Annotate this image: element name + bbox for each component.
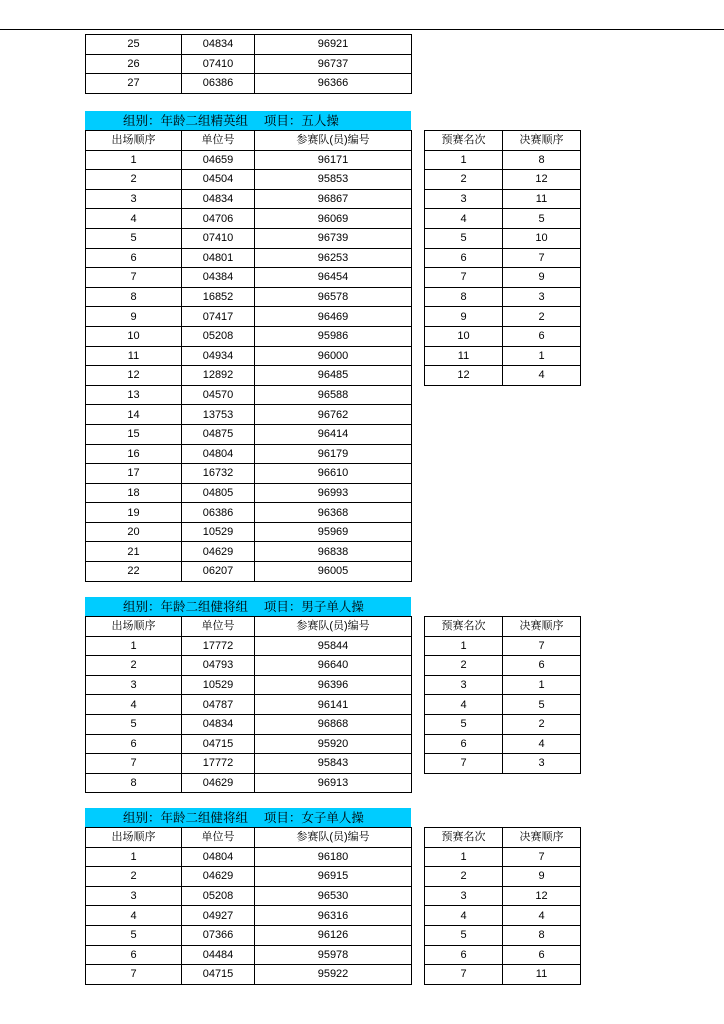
prelim-rank-cell: 2 bbox=[425, 867, 503, 887]
header-row bbox=[86, 131, 412, 151]
order-cell: 13 bbox=[86, 385, 182, 405]
prelim-rank-cell: 6 bbox=[425, 734, 503, 754]
unit-code-cell: 07410 bbox=[182, 54, 255, 74]
table-row bbox=[86, 209, 412, 229]
final-order-cell: 9 bbox=[503, 867, 581, 887]
table-row bbox=[425, 714, 581, 734]
table-row bbox=[86, 925, 412, 945]
section-banner: 组别：年龄二组健将组 项目：女子单人操 bbox=[85, 808, 411, 827]
column-header: 预赛名次 bbox=[425, 828, 503, 848]
team-id-cell: 96530 bbox=[255, 886, 412, 906]
final-order-cell: 12 bbox=[503, 170, 581, 190]
table-row bbox=[425, 906, 581, 926]
table-row bbox=[86, 424, 412, 444]
unit-code-cell: 04804 bbox=[182, 444, 255, 464]
table-row bbox=[86, 867, 412, 887]
unit-code-cell: 04927 bbox=[182, 906, 255, 926]
table-row bbox=[86, 886, 412, 906]
team-id-cell: 96640 bbox=[255, 656, 412, 676]
unit-code-cell: 04834 bbox=[182, 35, 255, 55]
unit-code-cell: 04484 bbox=[182, 945, 255, 965]
table-row bbox=[425, 847, 581, 867]
column-header: 预赛名次 bbox=[425, 131, 503, 151]
table-row bbox=[86, 54, 412, 74]
team-id-cell: 95853 bbox=[255, 170, 412, 190]
team-id-cell: 95843 bbox=[255, 754, 412, 774]
table-row bbox=[86, 906, 412, 926]
table-row bbox=[86, 483, 412, 503]
final-order-table bbox=[424, 130, 581, 386]
table-row bbox=[425, 656, 581, 676]
team-id-cell: 96253 bbox=[255, 248, 412, 268]
prelim-rank-cell: 4 bbox=[425, 906, 503, 926]
order-cell: 4 bbox=[86, 906, 182, 926]
prelim-rank-cell: 3 bbox=[425, 886, 503, 906]
order-cell: 20 bbox=[86, 522, 182, 542]
column-header: 决赛顺序 bbox=[503, 131, 581, 151]
table-row bbox=[86, 522, 412, 542]
prelim-rank-cell: 12 bbox=[425, 366, 503, 386]
prelim-rank-cell: 6 bbox=[425, 945, 503, 965]
order-cell: 26 bbox=[86, 54, 182, 74]
table-row bbox=[86, 656, 412, 676]
order-cell: 7 bbox=[86, 754, 182, 774]
order-cell: 10 bbox=[86, 326, 182, 346]
table-row bbox=[425, 209, 581, 229]
order-cell: 11 bbox=[86, 346, 182, 366]
unit-code-cell: 04805 bbox=[182, 483, 255, 503]
order-cell: 16 bbox=[86, 444, 182, 464]
column-header: 决赛顺序 bbox=[503, 828, 581, 848]
unit-code-cell: 06386 bbox=[182, 503, 255, 523]
unit-code-cell: 04834 bbox=[182, 714, 255, 734]
table-row bbox=[425, 307, 581, 327]
column-header: 单位号 bbox=[182, 617, 255, 637]
order-cell: 27 bbox=[86, 74, 182, 94]
final-order-cell: 6 bbox=[503, 326, 581, 346]
table-row bbox=[86, 189, 412, 209]
table-row bbox=[425, 886, 581, 906]
column-header: 决赛顺序 bbox=[503, 617, 581, 637]
final-order-cell: 8 bbox=[503, 150, 581, 170]
prelim-rank-cell: 10 bbox=[425, 326, 503, 346]
team-id-cell: 96469 bbox=[255, 307, 412, 327]
order-cell: 17 bbox=[86, 464, 182, 484]
table-row bbox=[86, 542, 412, 562]
final-order-cell: 5 bbox=[503, 695, 581, 715]
final-order-cell: 1 bbox=[503, 675, 581, 695]
unit-code-cell: 07410 bbox=[182, 228, 255, 248]
unit-code-cell: 04715 bbox=[182, 734, 255, 754]
team-id-cell: 96915 bbox=[255, 867, 412, 887]
order-cell: 4 bbox=[86, 695, 182, 715]
order-cell: 22 bbox=[86, 562, 182, 582]
order-cell: 3 bbox=[86, 886, 182, 906]
table-row bbox=[425, 287, 581, 307]
unit-code-cell: 12892 bbox=[182, 366, 255, 386]
table-row bbox=[425, 248, 581, 268]
team-id-cell: 96485 bbox=[255, 366, 412, 386]
team-id-cell: 96069 bbox=[255, 209, 412, 229]
prelim-rank-cell: 8 bbox=[425, 287, 503, 307]
unit-code-cell: 06386 bbox=[182, 74, 255, 94]
table-row bbox=[425, 268, 581, 288]
prelim-rank-cell: 3 bbox=[425, 189, 503, 209]
team-id-cell: 96414 bbox=[255, 424, 412, 444]
final-order-cell: 4 bbox=[503, 906, 581, 926]
final-order-cell: 7 bbox=[503, 248, 581, 268]
prelim-rank-cell: 7 bbox=[425, 268, 503, 288]
table-row bbox=[425, 754, 581, 774]
order-cell: 6 bbox=[86, 248, 182, 268]
order-cell: 6 bbox=[86, 734, 182, 754]
final-order-cell: 2 bbox=[503, 307, 581, 327]
table-row bbox=[425, 867, 581, 887]
team-id-cell: 95922 bbox=[255, 965, 412, 985]
table-row bbox=[86, 675, 412, 695]
table-row bbox=[86, 150, 412, 170]
table-row bbox=[86, 287, 412, 307]
prelim-rank-cell: 7 bbox=[425, 754, 503, 774]
column-header: 出场顺序 bbox=[86, 828, 182, 848]
team-id-cell: 95978 bbox=[255, 945, 412, 965]
prelim-rank-cell: 5 bbox=[425, 228, 503, 248]
order-cell: 21 bbox=[86, 542, 182, 562]
unit-code-cell: 07366 bbox=[182, 925, 255, 945]
unit-code-cell: 04570 bbox=[182, 385, 255, 405]
table-row bbox=[86, 307, 412, 327]
final-order-cell: 1 bbox=[503, 346, 581, 366]
team-id-cell: 96141 bbox=[255, 695, 412, 715]
header-row bbox=[425, 617, 581, 637]
header-row bbox=[86, 828, 412, 848]
table-row bbox=[86, 695, 412, 715]
table-row bbox=[425, 965, 581, 985]
table-row bbox=[425, 150, 581, 170]
order-cell: 5 bbox=[86, 925, 182, 945]
page-top-rule bbox=[0, 29, 724, 30]
unit-code-cell: 07417 bbox=[182, 307, 255, 327]
unit-code-cell: 04629 bbox=[182, 773, 255, 793]
final-order-cell: 11 bbox=[503, 189, 581, 209]
order-cell: 25 bbox=[86, 35, 182, 55]
table-row bbox=[86, 228, 412, 248]
column-header: 参赛队(员)编号 bbox=[255, 828, 412, 848]
column-header: 参赛队(员)编号 bbox=[255, 131, 412, 151]
section-banner: 组别：年龄二组精英组 项目：五人操 bbox=[85, 111, 411, 130]
team-id-cell: 96993 bbox=[255, 483, 412, 503]
prelim-rank-cell: 4 bbox=[425, 695, 503, 715]
team-id-cell: 95844 bbox=[255, 636, 412, 656]
final-order-cell: 4 bbox=[503, 734, 581, 754]
unit-code-cell: 04715 bbox=[182, 965, 255, 985]
order-cell: 2 bbox=[86, 656, 182, 676]
order-cell: 14 bbox=[86, 405, 182, 425]
team-id-cell: 96588 bbox=[255, 385, 412, 405]
final-order-cell: 2 bbox=[503, 714, 581, 734]
final-order-table bbox=[424, 827, 581, 985]
continued-table bbox=[85, 34, 412, 94]
order-cell: 1 bbox=[86, 847, 182, 867]
final-order-cell: 9 bbox=[503, 268, 581, 288]
header-row bbox=[86, 617, 412, 637]
table-row bbox=[86, 503, 412, 523]
table-row bbox=[425, 695, 581, 715]
team-id-cell: 96368 bbox=[255, 503, 412, 523]
order-cell: 19 bbox=[86, 503, 182, 523]
team-id-cell: 96913 bbox=[255, 773, 412, 793]
final-order-cell: 5 bbox=[503, 209, 581, 229]
table-row bbox=[86, 366, 412, 386]
column-header: 参赛队(员)编号 bbox=[255, 617, 412, 637]
prelim-rank-cell: 1 bbox=[425, 636, 503, 656]
table-row bbox=[425, 346, 581, 366]
table-row bbox=[86, 326, 412, 346]
prelim-rank-cell: 2 bbox=[425, 170, 503, 190]
prelim-rank-cell: 4 bbox=[425, 209, 503, 229]
table-row bbox=[86, 346, 412, 366]
unit-code-cell: 06207 bbox=[182, 562, 255, 582]
table-row bbox=[425, 636, 581, 656]
team-id-cell: 95920 bbox=[255, 734, 412, 754]
order-cell: 8 bbox=[86, 287, 182, 307]
team-id-cell: 96180 bbox=[255, 847, 412, 867]
team-id-cell: 96921 bbox=[255, 35, 412, 55]
team-id-cell: 96867 bbox=[255, 189, 412, 209]
team-id-cell: 96762 bbox=[255, 405, 412, 425]
team-id-cell: 95969 bbox=[255, 522, 412, 542]
order-cell: 3 bbox=[86, 189, 182, 209]
table-row bbox=[86, 945, 412, 965]
team-id-cell: 96454 bbox=[255, 268, 412, 288]
unit-code-cell: 04706 bbox=[182, 209, 255, 229]
unit-code-cell: 04787 bbox=[182, 695, 255, 715]
unit-code-cell: 04793 bbox=[182, 656, 255, 676]
order-cell: 8 bbox=[86, 773, 182, 793]
order-cell: 15 bbox=[86, 424, 182, 444]
start-order-table bbox=[85, 827, 412, 985]
table-row bbox=[425, 189, 581, 209]
order-cell: 7 bbox=[86, 268, 182, 288]
final-order-table bbox=[424, 616, 581, 774]
final-order-cell: 7 bbox=[503, 847, 581, 867]
column-header: 单位号 bbox=[182, 828, 255, 848]
order-cell: 2 bbox=[86, 170, 182, 190]
start-order-table bbox=[85, 130, 412, 582]
team-id-cell: 96610 bbox=[255, 464, 412, 484]
table-row bbox=[425, 326, 581, 346]
team-id-cell: 96838 bbox=[255, 542, 412, 562]
prelim-rank-cell: 9 bbox=[425, 307, 503, 327]
prelim-rank-cell: 2 bbox=[425, 656, 503, 676]
table-row bbox=[425, 675, 581, 695]
order-cell: 1 bbox=[86, 150, 182, 170]
prelim-rank-cell: 7 bbox=[425, 965, 503, 985]
order-cell: 6 bbox=[86, 945, 182, 965]
table-row bbox=[86, 562, 412, 582]
table-row bbox=[86, 248, 412, 268]
prelim-rank-cell: 1 bbox=[425, 847, 503, 867]
column-header: 单位号 bbox=[182, 131, 255, 151]
order-cell: 5 bbox=[86, 228, 182, 248]
order-cell: 9 bbox=[86, 307, 182, 327]
table-row bbox=[86, 405, 412, 425]
order-cell: 1 bbox=[86, 636, 182, 656]
team-id-cell: 95986 bbox=[255, 326, 412, 346]
final-order-cell: 11 bbox=[503, 965, 581, 985]
unit-code-cell: 05208 bbox=[182, 886, 255, 906]
unit-code-cell: 13753 bbox=[182, 405, 255, 425]
prelim-rank-cell: 11 bbox=[425, 346, 503, 366]
final-order-cell: 6 bbox=[503, 656, 581, 676]
table-row bbox=[86, 847, 412, 867]
team-id-cell: 96179 bbox=[255, 444, 412, 464]
unit-code-cell: 10529 bbox=[182, 522, 255, 542]
unit-code-cell: 04384 bbox=[182, 268, 255, 288]
table-row bbox=[86, 444, 412, 464]
table-row bbox=[86, 385, 412, 405]
table-row bbox=[425, 925, 581, 945]
unit-code-cell: 04629 bbox=[182, 867, 255, 887]
table-row bbox=[86, 773, 412, 793]
final-order-cell: 4 bbox=[503, 366, 581, 386]
table-row bbox=[86, 714, 412, 734]
prelim-rank-cell: 6 bbox=[425, 248, 503, 268]
unit-code-cell: 04934 bbox=[182, 346, 255, 366]
table-row bbox=[86, 35, 412, 55]
order-cell: 2 bbox=[86, 867, 182, 887]
table-row bbox=[425, 734, 581, 754]
team-id-cell: 96868 bbox=[255, 714, 412, 734]
table-row bbox=[86, 268, 412, 288]
table-row bbox=[86, 170, 412, 190]
column-header: 出场顺序 bbox=[86, 131, 182, 151]
order-cell: 3 bbox=[86, 675, 182, 695]
header-row bbox=[425, 131, 581, 151]
table-row bbox=[86, 464, 412, 484]
prelim-rank-cell: 3 bbox=[425, 675, 503, 695]
final-order-cell: 3 bbox=[503, 287, 581, 307]
unit-code-cell: 05208 bbox=[182, 326, 255, 346]
team-id-cell: 96578 bbox=[255, 287, 412, 307]
table-row bbox=[425, 366, 581, 386]
team-id-cell: 96171 bbox=[255, 150, 412, 170]
table-row bbox=[86, 754, 412, 774]
unit-code-cell: 04804 bbox=[182, 847, 255, 867]
unit-code-cell: 04834 bbox=[182, 189, 255, 209]
team-id-cell: 96366 bbox=[255, 74, 412, 94]
unit-code-cell: 04504 bbox=[182, 170, 255, 190]
team-id-cell: 96000 bbox=[255, 346, 412, 366]
unit-code-cell: 16732 bbox=[182, 464, 255, 484]
team-id-cell: 96316 bbox=[255, 906, 412, 926]
final-order-cell: 6 bbox=[503, 945, 581, 965]
table-row bbox=[86, 636, 412, 656]
team-id-cell: 96737 bbox=[255, 54, 412, 74]
unit-code-cell: 04801 bbox=[182, 248, 255, 268]
team-id-cell: 96739 bbox=[255, 228, 412, 248]
unit-code-cell: 17772 bbox=[182, 754, 255, 774]
final-order-cell: 12 bbox=[503, 886, 581, 906]
order-cell: 4 bbox=[86, 209, 182, 229]
column-header: 预赛名次 bbox=[425, 617, 503, 637]
unit-code-cell: 04629 bbox=[182, 542, 255, 562]
table-row bbox=[86, 965, 412, 985]
table-row bbox=[86, 74, 412, 94]
table-row bbox=[425, 945, 581, 965]
table-row bbox=[86, 734, 412, 754]
section-banner: 组别：年龄二组健将组 项目：男子单人操 bbox=[85, 597, 411, 616]
final-order-cell: 10 bbox=[503, 228, 581, 248]
unit-code-cell: 16852 bbox=[182, 287, 255, 307]
unit-code-cell: 17772 bbox=[182, 636, 255, 656]
start-order-table bbox=[85, 616, 412, 793]
order-cell: 5 bbox=[86, 714, 182, 734]
prelim-rank-cell: 5 bbox=[425, 714, 503, 734]
order-cell: 18 bbox=[86, 483, 182, 503]
final-order-cell: 3 bbox=[503, 754, 581, 774]
unit-code-cell: 10529 bbox=[182, 675, 255, 695]
final-order-cell: 8 bbox=[503, 925, 581, 945]
column-header: 出场顺序 bbox=[86, 617, 182, 637]
header-row bbox=[425, 828, 581, 848]
team-id-cell: 96396 bbox=[255, 675, 412, 695]
prelim-rank-cell: 5 bbox=[425, 925, 503, 945]
team-id-cell: 96126 bbox=[255, 925, 412, 945]
team-id-cell: 96005 bbox=[255, 562, 412, 582]
table-row bbox=[425, 170, 581, 190]
unit-code-cell: 04659 bbox=[182, 150, 255, 170]
prelim-rank-cell: 1 bbox=[425, 150, 503, 170]
table-row bbox=[425, 228, 581, 248]
unit-code-cell: 04875 bbox=[182, 424, 255, 444]
final-order-cell: 7 bbox=[503, 636, 581, 656]
order-cell: 7 bbox=[86, 965, 182, 985]
order-cell: 12 bbox=[86, 366, 182, 386]
